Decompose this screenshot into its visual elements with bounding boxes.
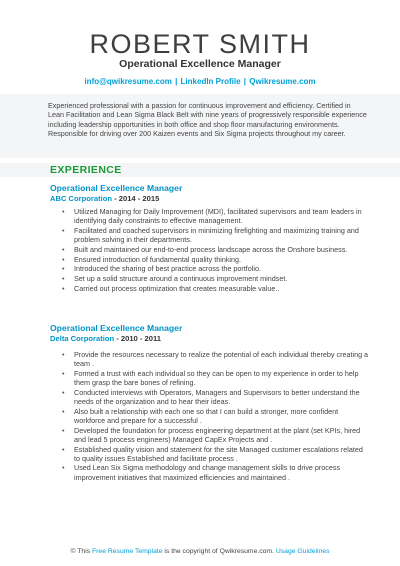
bullet-item: • Facilitated and coached supervisors in minimizing firefighting and maximizing training and problem solving in their departments.: [50, 226, 370, 244]
linkedin-link[interactable]: LinkedIn Profile: [180, 77, 241, 86]
job-company-line: [50, 334, 370, 344]
experience-heading: EXPERIENCE: [50, 164, 122, 176]
bullet-item: • Developed the foundation for process engineering department at the plant (set KPIs, hired and lead 5 process engineers) Managed CapEx Projects and .: [50, 426, 370, 444]
bullet-item: • Carried out process optimization that creates measurable value..: [50, 284, 370, 293]
bullet-item: • Introduced the sharing of best practice across the portfolio.: [50, 264, 370, 273]
job-title: Operational Excellence Manager: [50, 183, 183, 193]
job-bullets: [50, 207, 370, 293]
job-dates: - 2014 - 2015: [112, 194, 160, 203]
job-title: Operational Excellence Manager: [50, 323, 183, 333]
bullet-item: • Provide the resources necessary to realize the potential of each individual thereby creating a team .: [50, 350, 370, 368]
bullet-item: • Conducted interviews with Operators, Managers and Supervisors to better understand the needs of the organization and to hear their ideas.: [50, 388, 370, 406]
candidate-title: Operational Excellence Manager: [119, 58, 281, 70]
footer-middle: is the copyright of Qwikresume.com.: [162, 548, 276, 555]
bullet-item: • Built and maintained our end-to-end process landscape across the Onshore business.: [50, 245, 370, 254]
website-link[interactable]: Qwikresume.com: [249, 77, 316, 86]
bullet-item: • Utilized Managing for Daily Improvement (MDI), facilitated supervisors and team leaders in identifying daily constraints to effective management.: [50, 207, 370, 225]
candidate-name: ROBERT SMITH: [89, 29, 311, 59]
bullet-item: • Used Lean Six Sigma methodology and change management skills to drive process improvement initiatives that maximized efficiencies and maintained .: [50, 463, 370, 481]
bullet-item: • Set up a solid structure around a continuous improvement mindset.: [50, 274, 370, 283]
free-template-link[interactable]: Free Resume Template: [92, 548, 163, 555]
contact-separator: |: [243, 77, 247, 86]
company-name: Delta Corporation: [50, 334, 115, 343]
bullet-item: • Ensured introduction of fundamental quality thinking.: [50, 255, 370, 264]
summary-text: Experienced professional with a passion for continuous improvement and efficiency. Certified in Lean Facilitation and Lean Sigma Black Belt with nine years of progressively responsible experience including leadership opportunities in both office and shop floor manufacturing environments. Responsible for driving over 200 Kaizen events and Six Sigma projects throughout my career.: [48, 101, 367, 138]
bullet-item: • Also built a relationship with each one so that I can build a stronger, more confident workforce and prepare for a successful .: [50, 407, 370, 425]
bullet-item: • Formed a trust with each individual so they can be open to my experience in order to help them grasp the bare bones of refining.: [50, 369, 370, 387]
company-name: ABC Corporation: [50, 194, 113, 203]
job-entry-2: [50, 323, 370, 482]
job-dates: - 2010 - 2011: [114, 334, 162, 343]
job-company-line: [50, 194, 370, 204]
contact-separator: |: [175, 77, 178, 86]
job-entry-1: [50, 183, 370, 293]
email-link[interactable]: info@qwikresume.com: [84, 77, 172, 86]
usage-guidelines-link[interactable]: Usage Guidelines: [275, 548, 330, 555]
footer: [0, 548, 400, 555]
footer-prefix: © This: [70, 548, 92, 555]
contact-line: [0, 77, 400, 86]
job-bullets: [50, 350, 370, 482]
bullet-item: • Established quality vision and statement for the site Managed customer escalations related to quality issues Established and facilitate process .: [50, 445, 370, 463]
